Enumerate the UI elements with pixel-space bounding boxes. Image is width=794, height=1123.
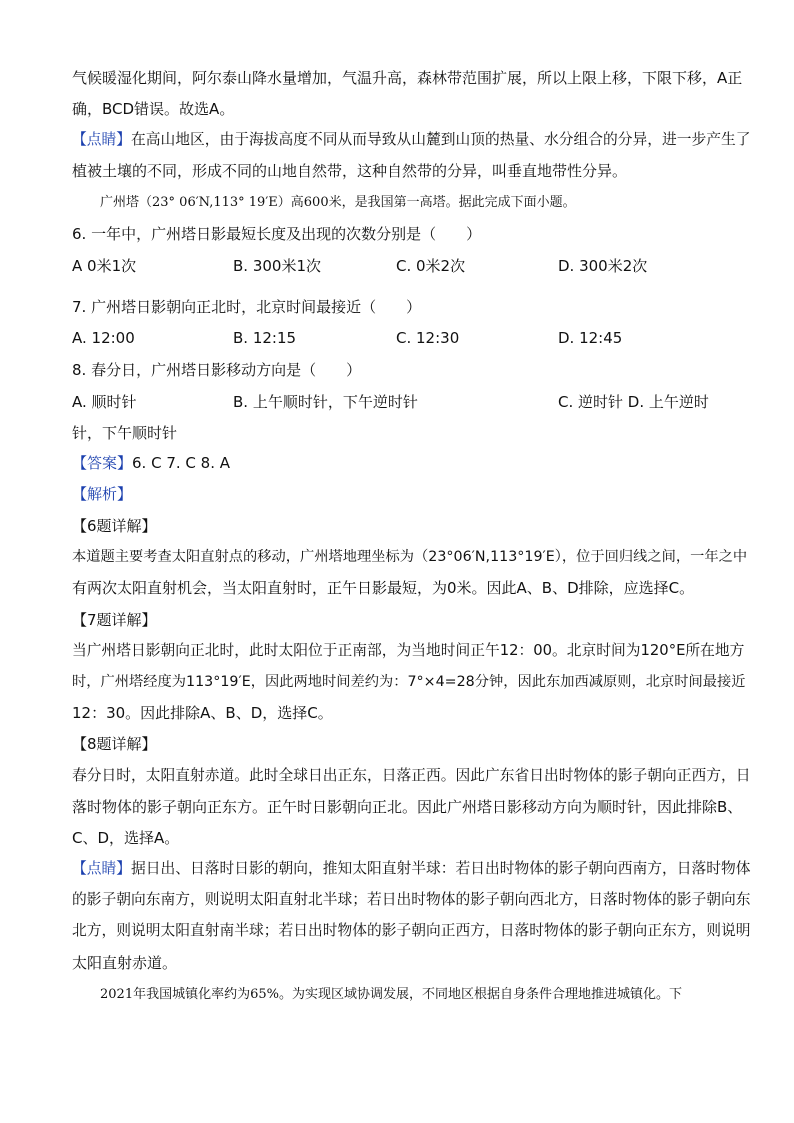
- dianjing-2-line: 北方，则说明太阳直射南半球；若日出时物体的影子朝向正西方，日落时物体的影子朝向正东方，则说明: [72, 922, 751, 939]
- q8-option-b: B. 上午顺时针，下午逆时针: [233, 393, 418, 411]
- q8-detail-tag: 【8题详解】: [72, 735, 157, 753]
- q7-option-c: C. 12:30: [396, 329, 460, 347]
- q8-detail-line: 春分日时，太阳直射赤道。此时全球日出正东，日落正西。因此广东省日出时物体的影子朝向正西方，日: [72, 767, 751, 784]
- dianjing-text: 在高山地区，由于海拔高度不同从而导致从山麓到山顶的热量、水分组合的分异，进一步产生了: [131, 131, 751, 148]
- answer-text: 6. C 7. C 8. A: [132, 454, 230, 472]
- q6-option-c: C. 0米2次: [396, 257, 466, 275]
- q6-option-a: A 0米1次: [72, 257, 137, 275]
- analysis-tag: 【解析】: [72, 485, 133, 503]
- q6-option-d: D. 300米2次: [558, 257, 648, 275]
- paragraph-line: 气候暖湿化期间，阿尔泰山降水量增加，气温升高，森林带范围扩展，所以上限上移，下限下移，A正: [72, 69, 743, 87]
- question-7-stem: 7. 广州塔日影朝向正北时，北京时间最接近（ ）: [72, 298, 422, 316]
- dianjing-2-line: 太阳直射赤道。: [72, 954, 178, 972]
- dianjing-text: 据日出、日落时日影的朝向，推知太阳直射半球：若日出时物体的影子朝向西南方，日落时物体: [131, 860, 751, 877]
- q7-detail-line: 12：30。因此排除A、B、D，选择C。: [72, 704, 333, 722]
- dianjing-2-line: 的影子朝向东南方，则说明太阳直射北半球；若日出时物体的影子朝向西北方，日落时物体的影子朝向东: [72, 891, 751, 908]
- question-8-stem: 8. 春分日，广州塔日影移动方向是（ ）: [72, 361, 362, 379]
- q7-option-d: D. 12:45: [558, 329, 623, 347]
- question-6-stem: 6. 一年中，广州塔日影最短长度及出现的次数分别是（ ）: [72, 225, 482, 243]
- q8-detail-line: 落时物体的影子朝向正东方。正午时日影朝向正北。因此广州塔日影移动方向为顺时针，因此排除B、: [72, 798, 743, 816]
- q7-detail-line: 时，广州塔经度为113°19′E，因此两地时间差约为：7°×4=28分钟，因此东加西减原则，北京时间最接近: [72, 674, 746, 690]
- q7-detail-tag: 【7题详解】: [72, 611, 157, 629]
- q8-option-wrap: 针，下午顺时针: [72, 424, 178, 442]
- q7-detail-line: 当广州塔日影朝向正北时，此时太阳位于正南部，为当地时间正午12：00。北京时间为120°E所在地方: [72, 642, 745, 659]
- next-question-intro: 2021年我国城镇化率约为65%。为实现区域协调发展，不同地区根据自身条件合理地推进城镇化。下: [100, 987, 682, 1002]
- q7-option-b: B. 12:15: [233, 329, 297, 347]
- dianjing-1-line: [72, 130, 751, 150]
- q7-option-a: A. 12:00: [72, 329, 135, 347]
- answer-line: [72, 453, 230, 473]
- question-intro: 广州塔（23° 06′N,113° 19′E）高600米，是我国第一高塔。据此完成下面小题。: [100, 195, 576, 210]
- q8-detail-line: C、D，选择A。: [72, 829, 180, 847]
- dianjing-2-line: [72, 859, 751, 879]
- q6-detail-line: 本道题主要考查太阳直射点的移动，广州塔地理坐标为（23°06′N,113°19′E），位于回归线之间，一年之中: [72, 549, 748, 565]
- q8-option-a: A. 顺时针: [72, 393, 137, 411]
- q6-option-b: B. 300米1次: [233, 257, 322, 275]
- q6-detail-line: 有两次太阳直射机会，当太阳直射时，正午日影最短，为0米。因此A、B、D排除，应选择C。: [72, 579, 695, 597]
- answer-tag: 【答案】: [72, 454, 133, 472]
- paragraph-line: 确，BCD错误。故选A。: [72, 100, 235, 118]
- q8-option-cd: C. 逆时针 D. 上午逆时: [558, 393, 709, 411]
- q6-detail-tag: 【6题详解】: [72, 517, 157, 535]
- dianjing-tag: 【点睛】: [72, 860, 131, 877]
- dianjing-tag: 【点睛】: [72, 131, 131, 148]
- paragraph-line: 植被土壤的不同，形成不同的山地自然带，这种自然带的分异，叫垂直地带性分异。: [72, 162, 628, 180]
